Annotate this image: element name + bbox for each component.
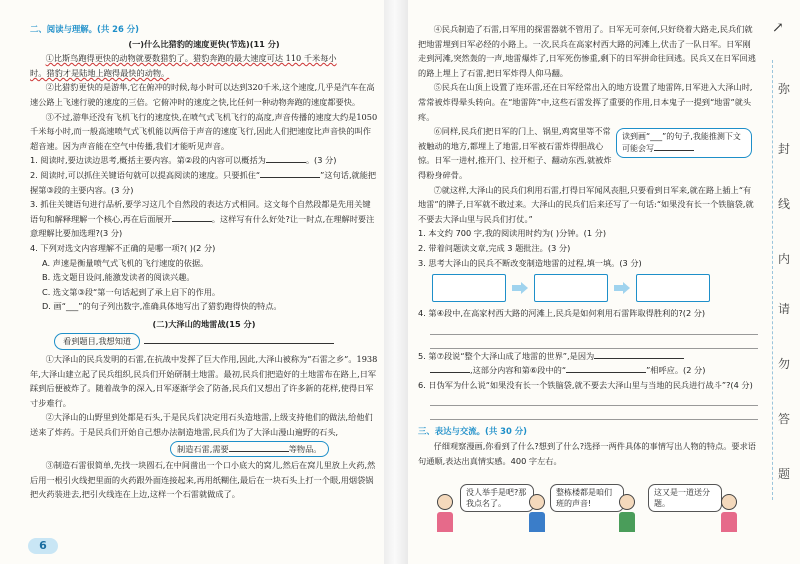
margin-char: 弥 [778, 82, 791, 96]
passage1-para1 [30, 51, 378, 80]
arrow-right-icon [614, 282, 630, 294]
speech-bubble-2: 整栋楼都是咱们班的声音! [550, 484, 624, 512]
seal-line [772, 60, 793, 500]
para6-with-bubble [418, 124, 758, 182]
speech-bubble-3: 这又是一道送分题。 [648, 484, 722, 512]
rq-5-cont: ,这部分内容和第⑥段中的“ ”相呼应。(2 分) [418, 363, 758, 378]
rq-1: 1. 本文约 700 字,我的阅读用时约为( )分钟。(1 分) [418, 228, 607, 239]
left-column [30, 22, 378, 502]
right-column [418, 22, 758, 468]
rq-3: 3. 思考大泽山的民兵不断改变制造地雷的过程,填一填。(3 分) [418, 257, 642, 268]
answer-line[interactable] [430, 335, 758, 349]
margin-char: 线 [778, 197, 791, 211]
rq-5: 5. 第⑦段说“整个大泽山成了地雷的世界”,是因为 [418, 349, 758, 364]
teacher-figure-icon [720, 494, 738, 534]
option-c[interactable]: C. 选文第③段“第一句话起到了承上启下的作用。 [42, 286, 221, 297]
margin-char: 勿 [778, 357, 791, 371]
fill-flowchart [432, 274, 758, 302]
question-4: 4. 下列对选文内容理解不正确的是哪一项?( )(2 分) [30, 242, 216, 253]
rq-2: 2. 带着问题读文章,完成 3 题批注。(3 分) [418, 242, 571, 253]
underlined-sentence-2: 时。猎豹才是陆地上跑得最快的动物。 [30, 67, 170, 78]
passage2-para6: ⑥同样,民兵们把日军的门上、锅里,鸡窝里等不常被触动的地方,都埋上了地雷,日军被石雷炸得胆战心惊。日军一进村,推开门、拉开柜子、翻动东西,就被炸得粉身碎骨。 [418, 126, 612, 180]
passage2-para2: ②大泽山的山野里到处都是石头,于是民兵们决定用石头造地雷,上级支持他们的做法,给他们送来了炸药。于是民兵们开始自己想办法制造地雷,民兵们为了大泽山漫山遍野的石头, [30, 412, 373, 438]
speech-bubble-1: 没人举手是吧?那我点名了。 [460, 484, 534, 512]
section-title-writing: 三、表达与交流。(共 30 分) [418, 426, 527, 437]
student-figure-icon [528, 494, 546, 534]
page-number: 6 [28, 538, 58, 554]
passage2-para5: ⑤民兵在山顶上设置了连环雷,还在日军经常出入的地方设置了地雷阵,日军进入大泽山时,常常被炸得晕头转向。在“地雷阵”中,这些石雷发挥了重要的作用,日本鬼子一提到“地雷”就头疼。 [418, 82, 753, 122]
rq-4: 4. 第④段中,在高家村西大路的河滩上,民兵是如何利用石雷阵取得胜利的?(2 分) [418, 308, 706, 319]
prediction-answer-line[interactable] [144, 343, 334, 344]
student-figure-icon [618, 494, 636, 534]
flow-box-2[interactable] [534, 274, 608, 302]
option-d[interactable]: D. 画“___”的句子列出数字,准确具体地写出了猎豹跑得快的特点。 [42, 301, 282, 312]
comic-strip [420, 480, 760, 538]
rq-6: 6. 日伪军为什么说“如果没有长一个铁脑袋,就不要去大泽山里与当地的民兵进行战斗”?(4 分) [418, 379, 753, 390]
margin-char: 内 [778, 252, 791, 266]
prediction-bubble: 读到画“___”的句子,我能推测下文可能会写 [616, 128, 752, 158]
prediction-pill: 看到题目,我想知道 [54, 333, 140, 350]
flow-box-3[interactable] [636, 274, 710, 302]
question-1: 1. 阅读时,要边读边思考,概括主要内容。第②段的内容可以概括为 。(3 分) [30, 155, 337, 166]
passage1-para2: ②比猎豹更快的是游隼,它在俯冲的时候,每小时可以达到320千米,这个速度,几乎是汽车在高速公路上飞速行驶的速度的三倍。它俯冲时的速度之快,比任何一种动物奔跑的速度都要快。 [30, 82, 375, 107]
rocket-icon: ↗ [772, 20, 784, 36]
page-gutter [384, 0, 408, 564]
prediction-prompt [30, 331, 378, 352]
option-a[interactable]: A. 声速是衡量喷气式飞机的飞行速度的依据。 [42, 257, 209, 268]
option-b[interactable]: B. 选文题目设问,能激发读者的阅读兴趣。 [42, 272, 195, 283]
answer-line[interactable] [430, 392, 758, 406]
answer-line[interactable] [430, 406, 758, 420]
margin-char: 封 [778, 142, 791, 156]
passage2-para4: ④民兵制造了石雷,日军用的探雷器就不管用了。日军无可奈何,只好绕着大路走,民兵们就把地雷埋到日军必经的小路上。一次,民兵在高家村西大路的河滩上,伏击了一队日军。日军刚走到河滩,突然轰的一声,地雷爆炸了,日军死伤惨重,剩下的日军拼命往回逃。民兵又在日军回逃的路上埋上了石雷,把日军炸得人仰马翻。 [418, 24, 756, 78]
margin-char: 答 [778, 412, 791, 426]
passage1-para3: ③不过,游隼还没有飞机飞行的速度快,在喷气式飞机飞行的高度,声音传播的速度大约是1050千米每小时,而一般高速喷气式飞机能以两倍于声音的速度飞行,因此人们把速度比声音快的叫作超音速。因为声音能在空气中传播,我们才能听见声音。 [30, 111, 378, 151]
flow-box-1[interactable] [432, 274, 506, 302]
question-3: 3. 抓住关键语句进行品析,要学习这几个自然段的表达方式相同。这文每个自然段都是先用关键语句和解释理解一个核心,再在后面展开 。这样写有什么好处?让一时点,在理解时要注意理解比要加选理?(3 分) [30, 199, 375, 239]
underlined-sentence: ①比斯鸟跑得更快的动物就要数猎豹了。猎豹奔跑的最大速度可达 110 千米每小 [45, 53, 337, 64]
teacher-figure-icon [436, 494, 454, 534]
part1-title: (一)什么比猎豹的速度更快(节选)(11 分) [128, 38, 280, 49]
margin-char: 请 [778, 302, 791, 316]
passage2-para1: ①大泽山的民兵发明的石雷,在抗战中发挥了巨大作用,因此,大泽山被称为“石雷之乡”。1938年,大泽山建立起了民兵组织,民兵们开始研制土地雷。最初,民兵们把造好的土地雷布在路上,日军踩到后便被炸了。随着战争的深入,日军逐渐学会了防备,民兵们又想出了许多新的花样,使得日军寸步难行。 [30, 354, 378, 408]
passage2-para3: ③制造石雷很简单,先找一块圆石,在中间凿出一个口小底大的窝儿,然后在窝儿里放上火药,然后用一根引火线把里面的火药跟外面连接起来,再用纸糊住,最后在一块石头上打一个眼,用烟袋锅把火药装进去,把引火线连在上边,这样一个石雷就做成了。 [30, 460, 376, 500]
section-title-reading: 二、阅读与理解。(共 26 分) [30, 24, 139, 34]
materials-prompt: 制造石雷,需要 等物品。 [170, 441, 378, 458]
arrow-right-icon [512, 282, 528, 294]
answer-line[interactable] [430, 321, 758, 335]
question-2: 2. 阅读时,可以抓住关键语句就可以提高阅读的速度。只要抓住“ ”这句话,就能把握第③段的主要内容。(3 分) [30, 169, 377, 195]
passage2-para7: ⑦就这样,大泽山的民兵们利用石雷,打得日军闻风丧胆,只要看到日军来,就在路上插上“有地雷”的牌子,日军就不敢过来。大泽山的民兵们后来还写了一句话:“如果没有长一个铁脑袋,就不要去大泽山里与民兵们打仗。” [418, 184, 754, 224]
part2-title: (二)大泽山的地雷战(15 分) [152, 318, 256, 329]
margin-char: 题 [778, 467, 791, 481]
writing-prompt: 仔细观察漫画,你看到了什么?想到了什么?选择一两件具体的事情写出人物的特点。要求语句通顺,表达出真情实感。400 字左右。 [418, 441, 756, 466]
